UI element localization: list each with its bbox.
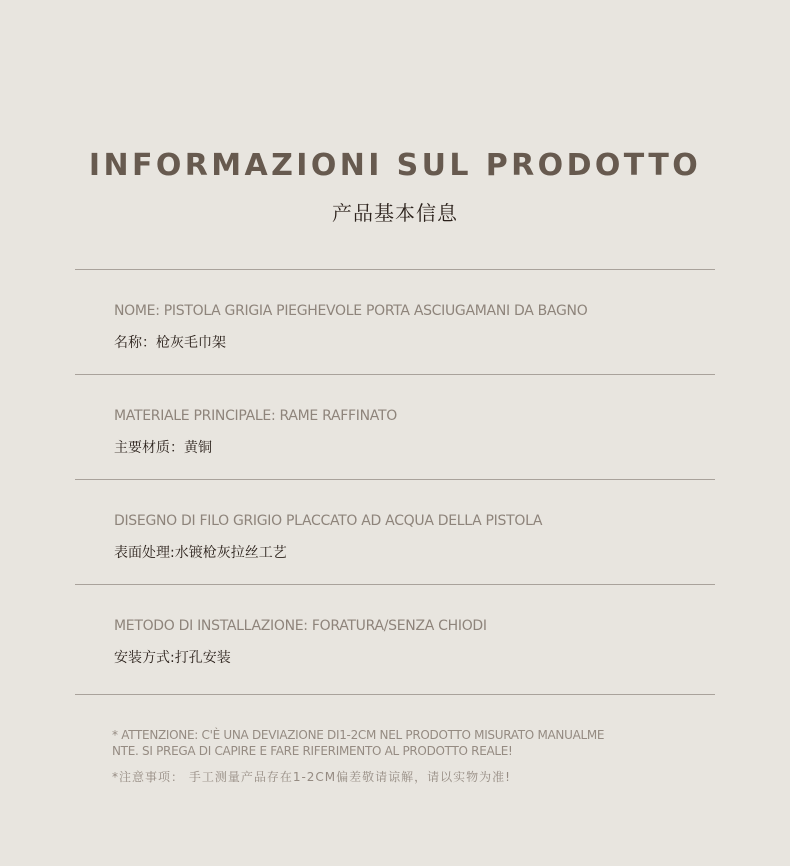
- name-label-cn: 名称：枪灰毛巾架: [114, 335, 226, 351]
- page-title: INFORMAZIONI SUL PRODOTTO: [88, 148, 702, 183]
- page-subtitle: 产品基本信息: [332, 201, 458, 225]
- material-label-it: MATERIALE PRINCIPALE: RAME RAFFINATO: [114, 408, 397, 424]
- measurement-note-cn: *注意事项： 手工测量产品存在1-2CM偏差敬请谅解，请以实物为准!: [112, 770, 511, 784]
- divider: [75, 694, 715, 695]
- material-label-cn: 主要材质：黄铜: [114, 440, 212, 456]
- name-label-it: NOME: PISTOLA GRIGIA PIEGHEVOLE PORTA ASCIUGAMANI DA BAGNO: [114, 303, 588, 319]
- divider: [75, 479, 715, 480]
- divider: [75, 269, 715, 270]
- measurement-note-it-line2: NTE. SI PREGA DI CAPIRE E FARE RIFERIMENTO AL PRODOTTO REALE!: [112, 744, 513, 758]
- measurement-note-it: [112, 727, 672, 759]
- divider: [75, 374, 715, 375]
- measurement-note-it-line1: * ATTENZIONE: C'È UNA DEVIAZIONE DI1-2CM NEL PRODOTTO MISURATO MANUALME: [112, 728, 605, 742]
- installation-label-cn: 安装方式:打孔安装: [114, 650, 231, 666]
- divider: [75, 584, 715, 585]
- finish-label-cn: 表面处理:水镀枪灰拉丝工艺: [114, 545, 287, 561]
- installation-label-it: METODO DI INSTALLAZIONE: FORATURA/SENZA CHIODI: [114, 618, 487, 634]
- finish-label-it: DISEGNO DI FILO GRIGIO PLACCATO AD ACQUA DELLA PISTOLA: [114, 513, 543, 529]
